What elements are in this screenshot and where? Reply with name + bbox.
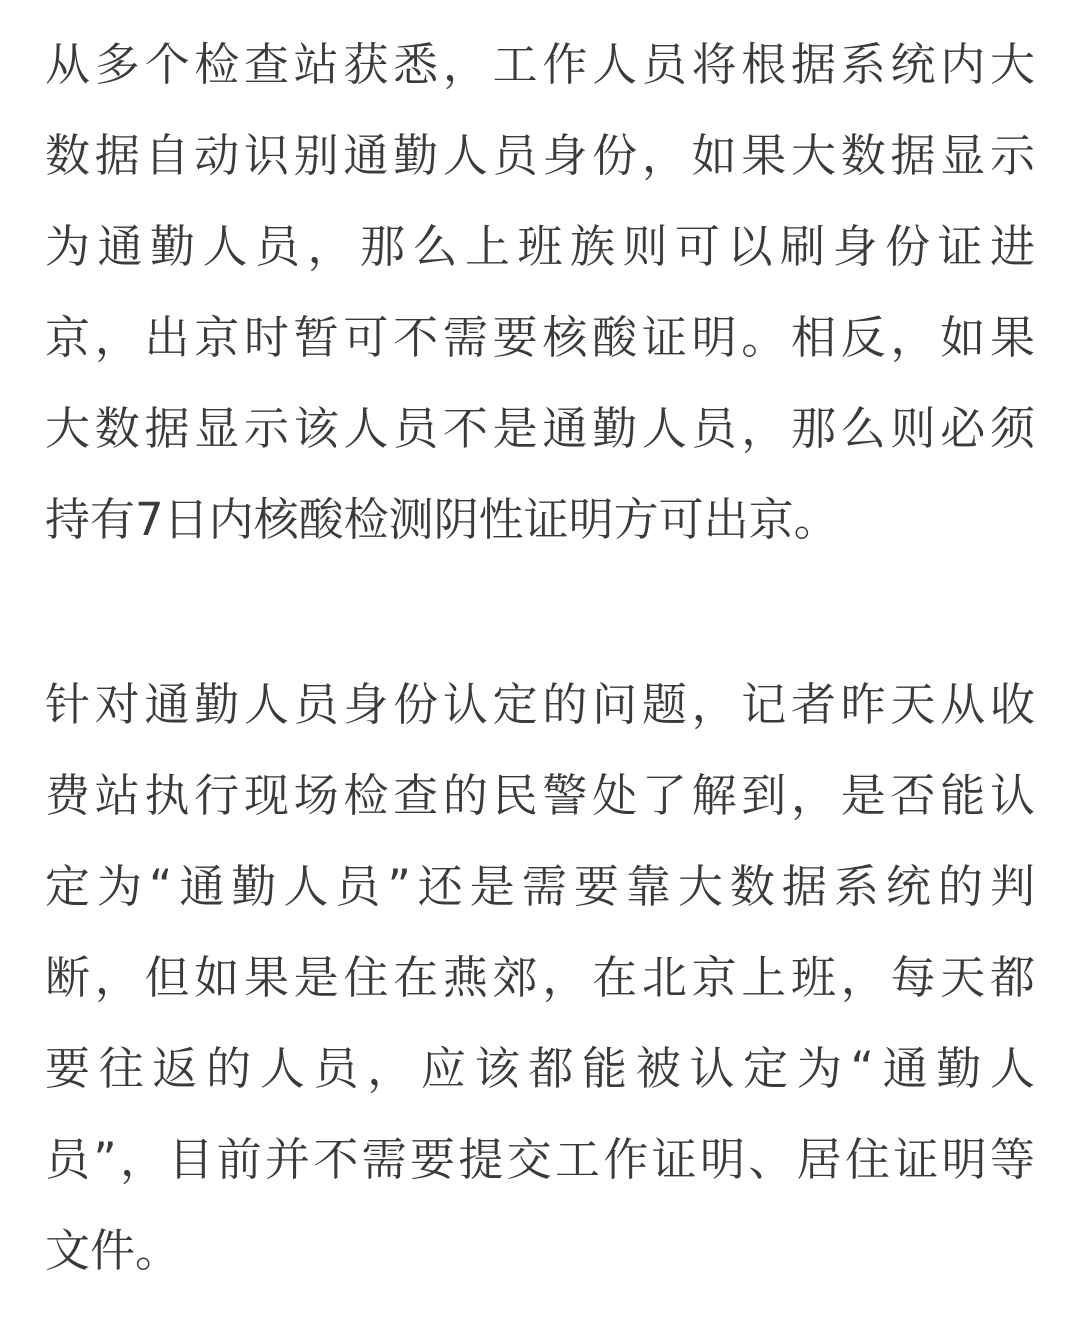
text-line: 针对通勤人员身份认定的问题，记者昨天从收 [45, 678, 1035, 731]
paragraph-commuter-identification [45, 659, 1035, 1296]
text-line: 要往返的人员，应该都能被认定为“通勤人 [45, 1042, 1035, 1095]
text-line: 大数据显示该人员不是通勤人员，那么则必须 [45, 402, 1035, 455]
text-line: 数据自动识别通勤人员身份，如果大数据显示 [45, 129, 1035, 182]
text-line: 京，出京时暂可不需要核酸证明。相反，如果 [45, 311, 1035, 364]
text-line: 文件。 [45, 1224, 181, 1277]
text-line: 从多个检查站获悉，工作人员将根据系统内大 [45, 38, 1035, 91]
text-line: 员”，目前并不需要提交工作证明、居住证明等 [45, 1133, 1035, 1186]
text-line: 费站执行现场检查的民警处了解到，是否能认 [45, 769, 1035, 822]
text-line: 持有7日内核酸检测阴性证明方可出京。 [45, 493, 839, 546]
text-line: 定为“通勤人员”还是需要靠大数据系统的判 [45, 860, 1035, 913]
paragraph-checkpoint-info [45, 19, 1035, 565]
text-line: 断，但如果是住在燕郊，在北京上班，每天都 [45, 951, 1035, 1004]
text-line: 为通勤人员，那么上班族则可以刷身份证进 [45, 220, 1035, 273]
